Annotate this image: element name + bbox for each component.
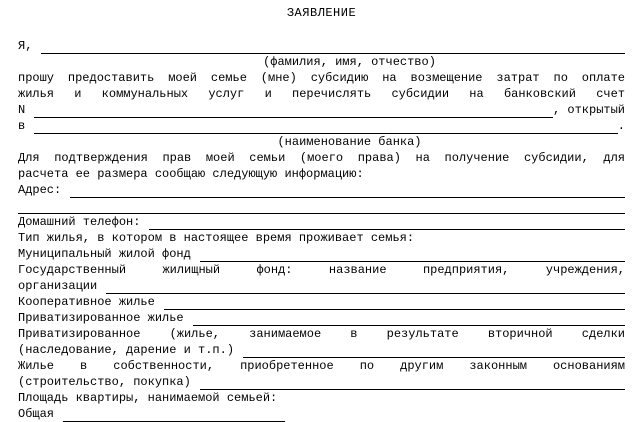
bank-caption: (наименование банка) xyxy=(277,135,422,149)
total-area-row xyxy=(18,406,625,422)
account-row xyxy=(18,102,625,118)
municipal-housing-label: Муниципальный жилой фонд xyxy=(18,247,191,261)
request-paragraph-line2: жилья и коммунальных услуг и перечислять субсидии на банковский счет xyxy=(18,87,625,101)
account-number-field[interactable] xyxy=(34,102,553,118)
municipal-housing-row xyxy=(18,246,625,262)
housing-type-label: Тип жилья, в котором в настоящее время проживает семья: xyxy=(18,231,415,245)
address-row xyxy=(18,182,625,198)
bank-name-field[interactable] xyxy=(34,118,618,134)
spacer xyxy=(18,24,625,38)
info-paragraph-line1: Для подтверждения прав моей семьи (моего права) на получение субсидии, для xyxy=(18,151,625,165)
organization-field[interactable] xyxy=(106,278,625,294)
state-housing-row2 xyxy=(18,278,625,294)
secondary-privatized-line1: Приватизированное (жилье, занимаемое в результате вторичной сделки xyxy=(18,327,625,341)
account-suffix-label: , открытый xyxy=(552,103,625,117)
cooperative-housing-field[interactable] xyxy=(164,294,625,310)
owned-housing-line1: Жилье в собственности, приобретенное по другим законным основаниям xyxy=(18,359,625,373)
address-field-line2[interactable] xyxy=(18,198,625,214)
privatized-housing-label: Приватизированное жилье xyxy=(18,311,184,325)
total-area-label: Общая xyxy=(18,407,55,421)
fio-caption: (фамилия, имя, отчество) xyxy=(263,55,436,69)
info-paragraph-line2: расчета ее размера сообщаю следующую информацию: xyxy=(18,167,364,181)
secondary-privatized-row2 xyxy=(18,342,625,358)
address-field[interactable] xyxy=(70,182,625,198)
bank-prefix-label: в xyxy=(18,119,26,133)
owned-housing-row2 xyxy=(18,374,625,390)
request-paragraph-line1: прошу предоставить моей семье (мне) субсидию на возмещение затрат по оплате xyxy=(18,71,625,85)
privatized-housing-row xyxy=(18,310,625,326)
total-area-field[interactable] xyxy=(63,406,285,422)
address-continuation-row xyxy=(18,198,625,214)
owned-housing-label: (строительство, покупка) xyxy=(18,375,191,389)
phone-row xyxy=(18,214,625,230)
privatized-housing-field[interactable] xyxy=(193,310,625,326)
account-prefix-label: N xyxy=(18,103,26,117)
apartment-area-label: Площадь квартиры, нанимаемой семьей: xyxy=(18,391,278,405)
applicant-row xyxy=(18,38,625,54)
phone-label: Домашний телефон: xyxy=(18,215,141,229)
page-title: ЗАЯВЛЕНИЕ xyxy=(286,6,357,20)
secondary-privatized-label: (наследование, дарение и т.п.) xyxy=(18,343,235,357)
address-label: Адрес: xyxy=(18,183,62,197)
secondary-privatized-field[interactable] xyxy=(243,342,625,358)
owned-housing-field[interactable] xyxy=(200,374,625,390)
cooperative-housing-label: Кооперативное жилье xyxy=(18,295,155,309)
phone-field[interactable] xyxy=(149,214,625,230)
organization-label: организации xyxy=(18,279,98,293)
state-housing-line1: Государственный жилищный фонд: название предприятия, учреждения, xyxy=(18,263,625,277)
municipal-housing-field[interactable] xyxy=(200,246,625,262)
bank-row xyxy=(18,118,625,134)
bank-suffix-label: . xyxy=(617,119,625,133)
fio-field[interactable] xyxy=(41,38,625,54)
cooperative-housing-row xyxy=(18,294,625,310)
applicant-prefix-label: Я, xyxy=(18,39,33,53)
